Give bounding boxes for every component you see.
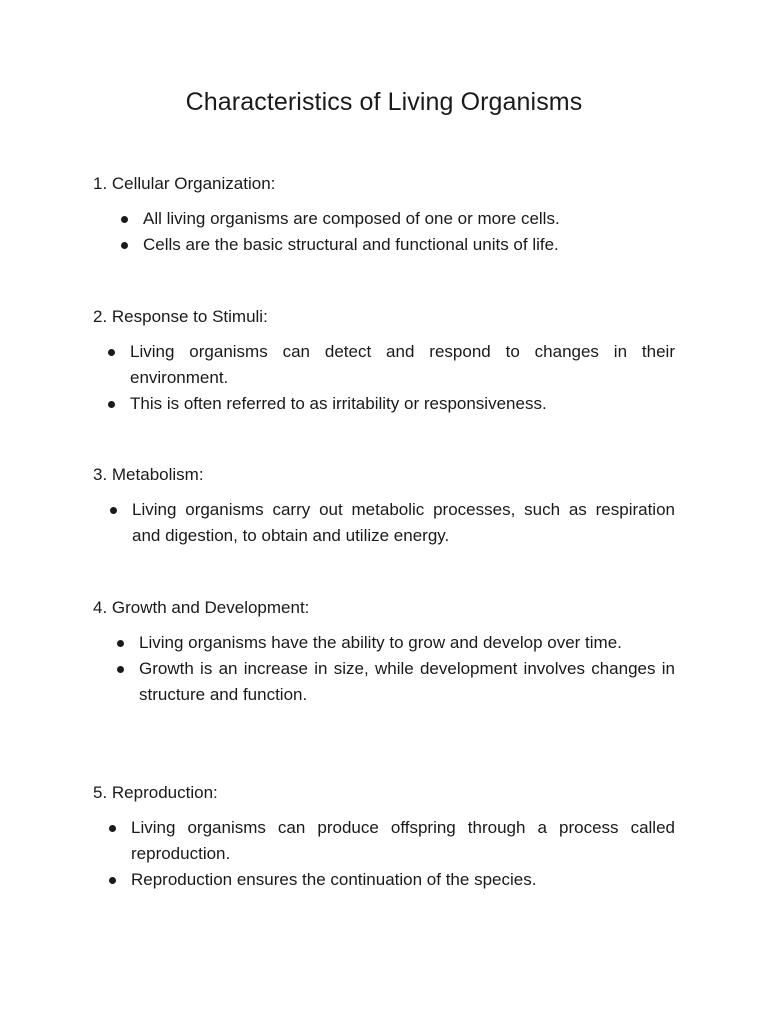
section-metabolism — [93, 463, 675, 549]
bullet-icon — [121, 242, 128, 249]
bullet-icon — [108, 349, 115, 356]
list-item-text: This is often referred to as irritability or responsiveness. — [130, 394, 547, 413]
bullet-icon — [117, 666, 124, 673]
list-item-text: Reproduction ensures the continuation of the species. — [131, 870, 537, 889]
list-item-text: All living organisms are composed of one or more cells. — [143, 209, 560, 228]
bullet-icon — [109, 877, 116, 884]
list-item — [93, 630, 675, 656]
list-item-text: Living organisms can produce offspring through a process called reproduction. — [131, 818, 675, 863]
section-heading: 3. Metabolism: — [93, 465, 204, 484]
bullet-list — [93, 497, 675, 549]
list-item — [93, 339, 675, 391]
section-heading: 5. Reproduction: — [93, 783, 218, 802]
section-heading: 1. Cellular Organization: — [93, 174, 276, 193]
bullet-list — [93, 206, 675, 258]
document-title: Characteristics of Living Organisms — [185, 88, 583, 116]
list-item-text: Growth is an increase in size, while development involves changes in structure and function. — [139, 659, 675, 704]
section-heading: 2. Response to Stimuli: — [93, 307, 268, 326]
list-item — [93, 232, 675, 258]
section-growth-and-development — [93, 596, 675, 708]
bullet-icon — [110, 507, 117, 514]
bullet-icon — [121, 216, 128, 223]
list-item — [93, 497, 675, 549]
list-item — [93, 656, 675, 708]
list-item-text: Cells are the basic structural and functional units of life. — [143, 235, 559, 254]
list-item — [93, 815, 675, 867]
list-item-text: Living organisms can detect and respond to changes in their environment. — [130, 342, 675, 387]
list-item-text: Living organisms carry out metabolic processes, such as respiration and digestion, to obtain and utilize energy. — [132, 500, 675, 545]
bullet-list — [93, 339, 675, 417]
bullet-icon — [109, 825, 116, 832]
bullet-list — [93, 630, 675, 708]
section-response-to-stimuli — [93, 305, 675, 417]
bullet-list — [93, 815, 675, 893]
section-cellular-organization — [93, 172, 675, 258]
list-item — [93, 867, 675, 893]
list-item-text: Living organisms have the ability to grow and develop over time. — [139, 633, 622, 652]
bullet-icon — [117, 640, 124, 647]
list-item — [93, 391, 675, 417]
list-item — [93, 206, 675, 232]
section-reproduction — [93, 781, 675, 893]
section-heading: 4. Growth and Development: — [93, 598, 310, 617]
bullet-icon — [108, 401, 115, 408]
